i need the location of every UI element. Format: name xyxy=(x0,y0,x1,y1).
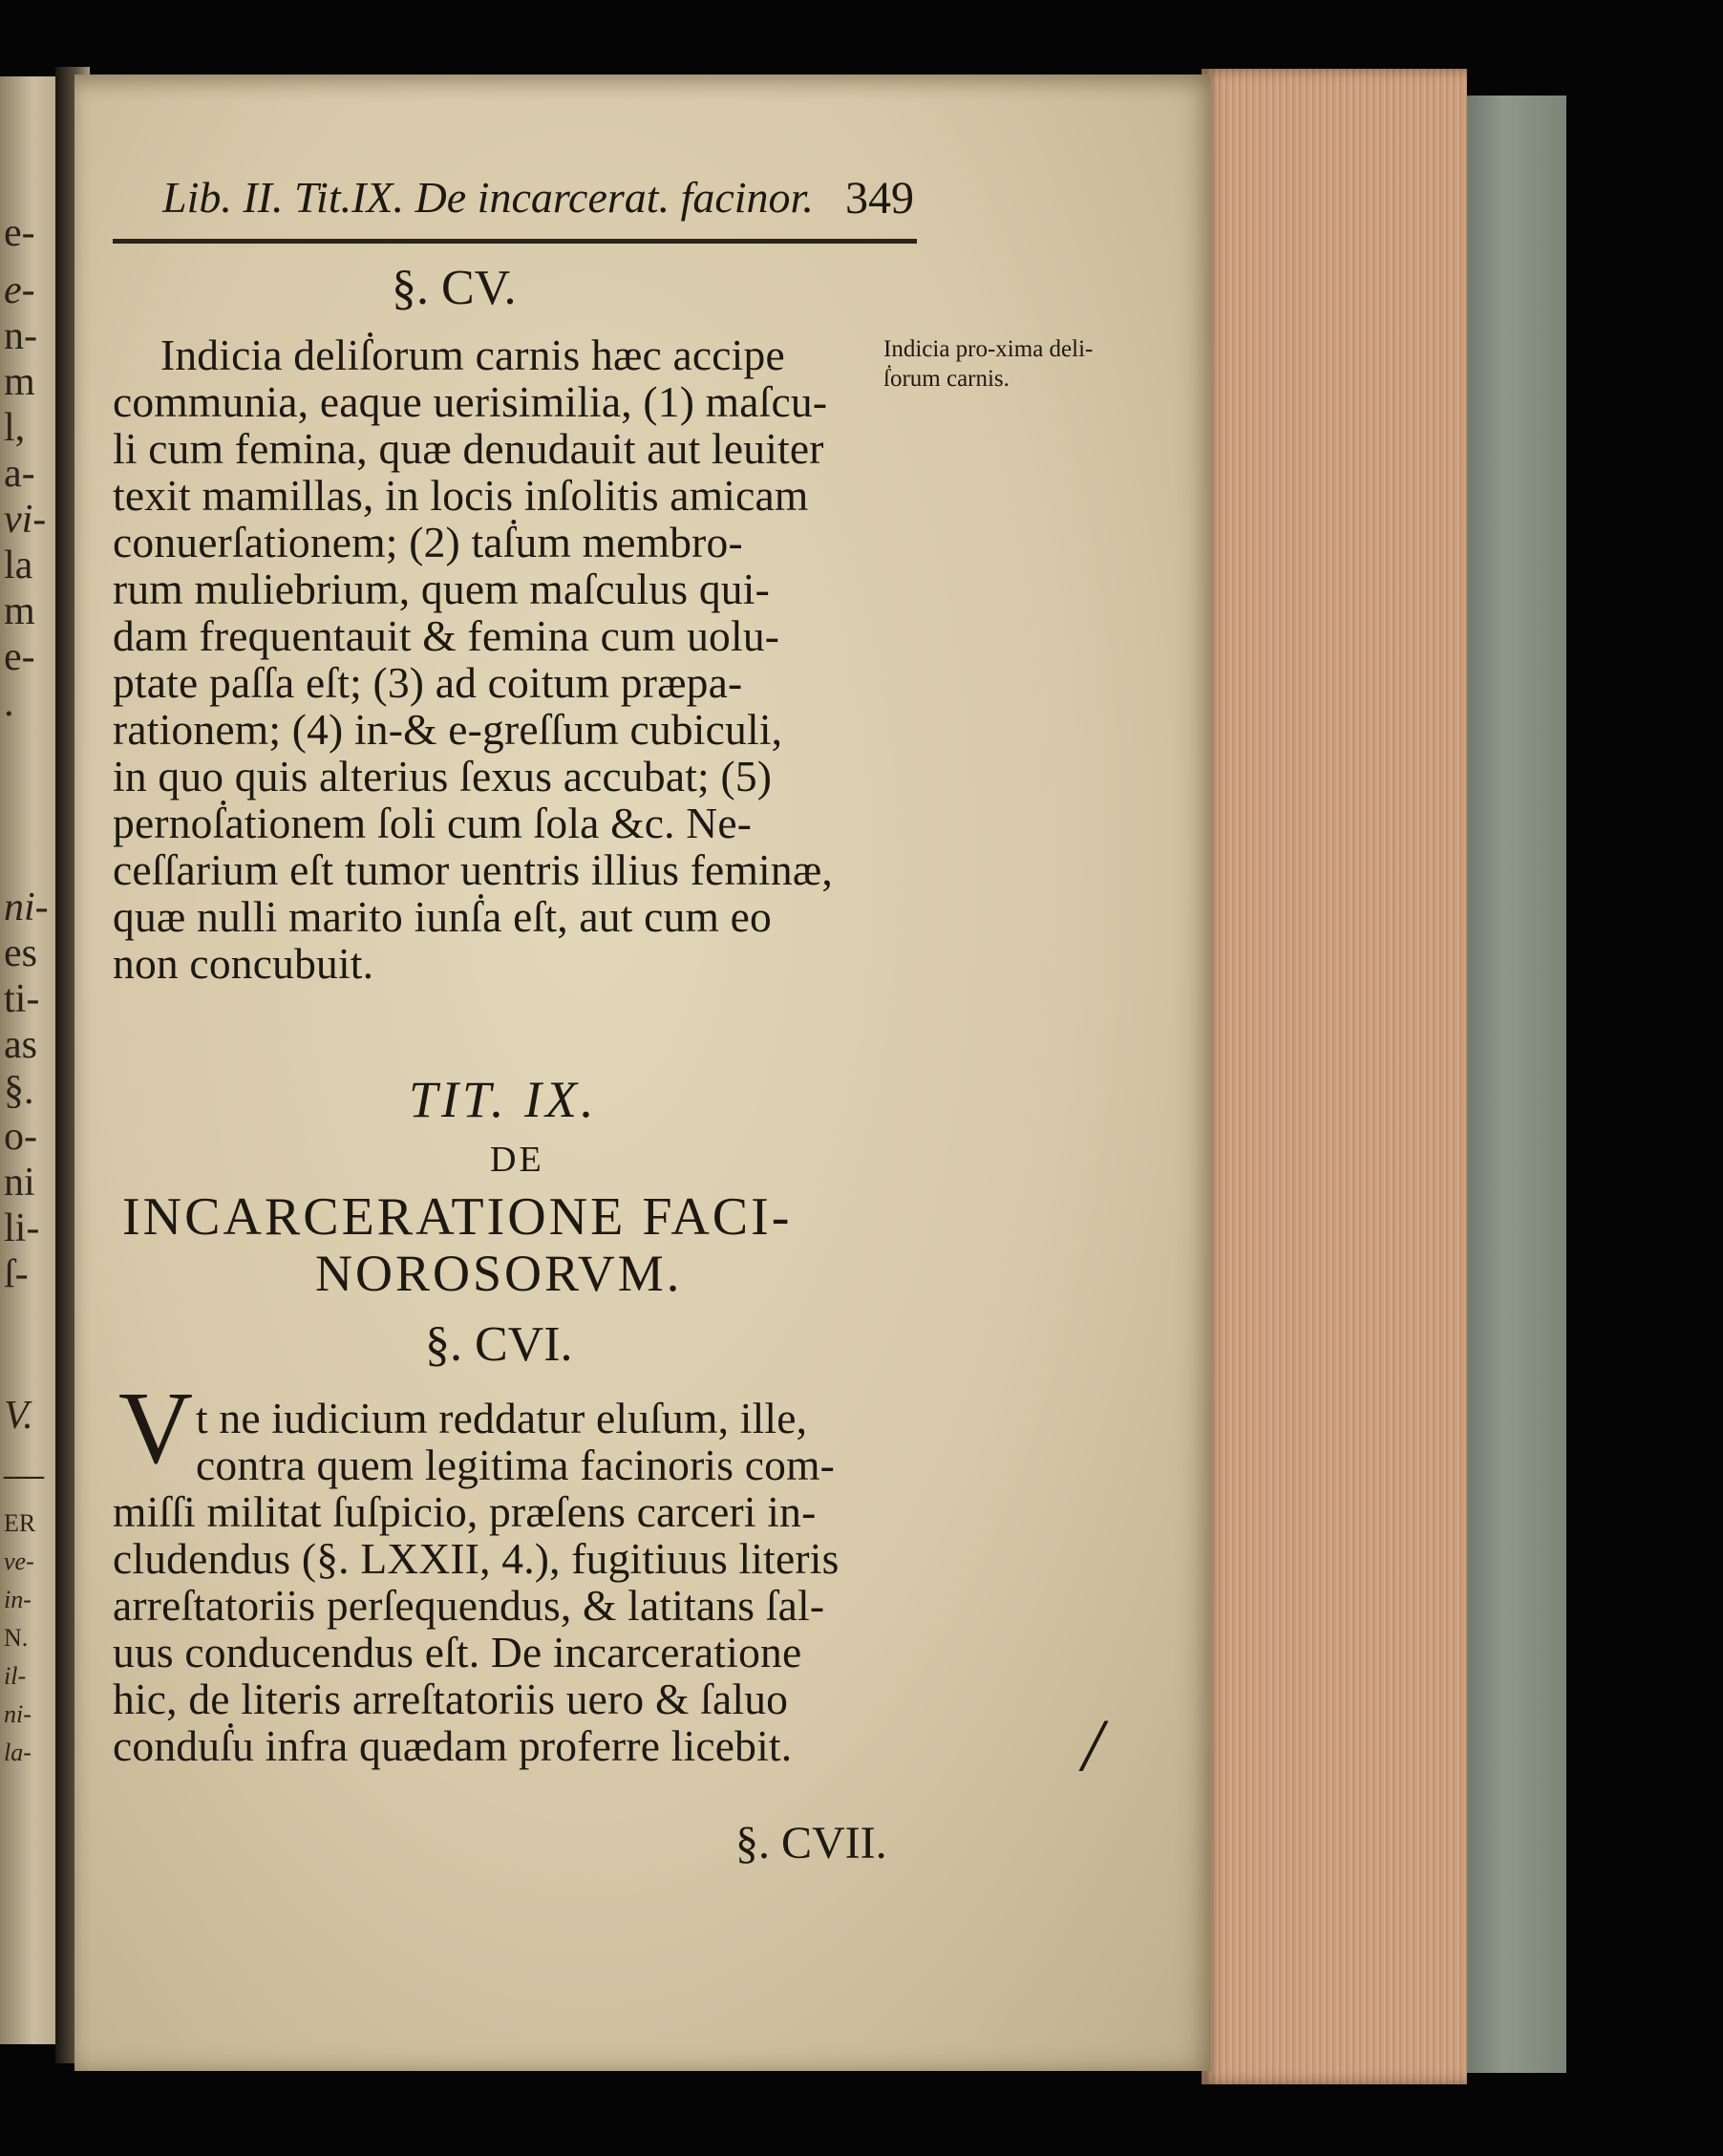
text-line: conduẛu infra quædam proferre licebit. xyxy=(113,1721,793,1770)
text-line: communia, eaque uerisimilia, (1) maſcu- xyxy=(113,377,828,426)
catchword: §. CVII. xyxy=(735,1818,887,1868)
prev-fragment: as xyxy=(4,1023,37,1067)
book-cover-edge xyxy=(1461,96,1566,2073)
text-line: Indicia deliẛorum carnis hæc accipe xyxy=(160,331,785,379)
page-block-edges xyxy=(1202,69,1467,2084)
text-line: non concubuit. xyxy=(113,939,374,988)
header-rule xyxy=(113,239,917,244)
prev-fragment: in- xyxy=(4,1586,32,1613)
prev-fragment: l, xyxy=(4,406,26,450)
prev-fragment: ti- xyxy=(4,977,40,1021)
title-de: DE xyxy=(490,1140,544,1180)
prev-fragment: o- xyxy=(4,1115,37,1159)
prev-fragment: a- xyxy=(4,452,35,496)
prev-fragment: V. xyxy=(4,1394,33,1438)
section-heading-cvi: §. CVI. xyxy=(425,1317,573,1372)
prev-fragment: — xyxy=(4,1453,44,1497)
prev-fragment: li- xyxy=(4,1206,40,1250)
prev-fragment: e- xyxy=(4,268,35,312)
prev-fragment: m xyxy=(4,589,35,633)
text-line: in quo quis alterius ſexus accubat; (5) xyxy=(113,752,773,800)
text-line: ptate paſſa eſt; (3) ad coitum præpa- xyxy=(113,658,743,707)
prev-fragment: ni- xyxy=(4,886,49,929)
text-line: li cum femina, quæ denudauit aut leuiter xyxy=(113,424,824,473)
prev-fragment: m xyxy=(4,360,35,404)
prev-fragment: il- xyxy=(4,1662,27,1690)
text-line: miſſi militat ſuſpicio, præſens carceri in- xyxy=(113,1487,817,1536)
text-line: conuerſationem; (2) taẛum membro- xyxy=(113,518,743,566)
text-line: contra quem legitima facinoris com- xyxy=(196,1441,836,1489)
margin-note: Indicia pro-xima deli-ẛorum carnis. xyxy=(883,336,1094,392)
prev-fragment: ve- xyxy=(4,1548,34,1575)
title-tit: TIT. IX. xyxy=(409,1071,598,1128)
pencil-mark: / xyxy=(1082,1703,1103,1786)
text-line: rum muliebrium, quem maſculus qui- xyxy=(113,565,770,613)
prev-fragment: la xyxy=(4,544,33,587)
text-line: rationem; (4) in-& e-greſſum cubiculi, xyxy=(113,705,783,754)
text-line: cludendus (§. LXXII, 4.), fugitiuus literis xyxy=(113,1534,840,1583)
drop-cap: V xyxy=(118,1372,193,1485)
prev-fragment: . xyxy=(4,681,14,725)
prev-fragment: n- xyxy=(4,314,37,358)
prev-fragment: ER xyxy=(4,1509,36,1537)
section-heading-cv: §. CV. xyxy=(392,261,517,315)
prev-fragment: N. xyxy=(4,1624,29,1652)
prev-fragment: la- xyxy=(4,1739,32,1766)
prev-fragment: vi- xyxy=(4,498,47,542)
prev-fragment: ni- xyxy=(4,1700,32,1728)
title-line-1: INCARCERATIONE FACI- xyxy=(122,1187,793,1247)
text-line: dam frequentauit & femina cum uolu- xyxy=(113,611,780,660)
title-line-2: NOROSORVM. xyxy=(315,1245,683,1302)
text-line: pernoẛationem ſoli cum ſola &c. Ne- xyxy=(113,799,753,847)
text-line: quæ nulli marito iunẛa eſt, aut cum eo xyxy=(113,892,772,941)
prev-fragment: e- xyxy=(4,211,35,255)
prev-fragment: e- xyxy=(4,635,35,679)
prev-fragment: §. xyxy=(4,1069,34,1113)
page-number: 349 xyxy=(845,173,914,224)
text-line: hic, de literis arreſtatoriis uero & ſaluo xyxy=(113,1675,789,1723)
text-line: t ne iudicium reddatur eluſum, ille, xyxy=(196,1394,808,1442)
text-line: ceſſarium eſt tumor uentris illius feminæ, xyxy=(113,845,833,894)
prev-fragment: es xyxy=(4,931,37,975)
running-title: Lib. II. Tit.IX. De incarcerat. facinor. xyxy=(162,173,814,222)
previous-page-fragment xyxy=(0,76,61,2044)
text-line: texit mamillas, in locis inſolitis amicam xyxy=(113,471,809,520)
text-line: arreſtatoriis perſequendus, & latitans ſal- xyxy=(113,1581,825,1630)
prev-fragment: ni xyxy=(4,1161,35,1205)
prev-fragment: ſ- xyxy=(4,1252,29,1296)
text-line: uus conducendus eſt. De incarceratione xyxy=(113,1628,802,1676)
